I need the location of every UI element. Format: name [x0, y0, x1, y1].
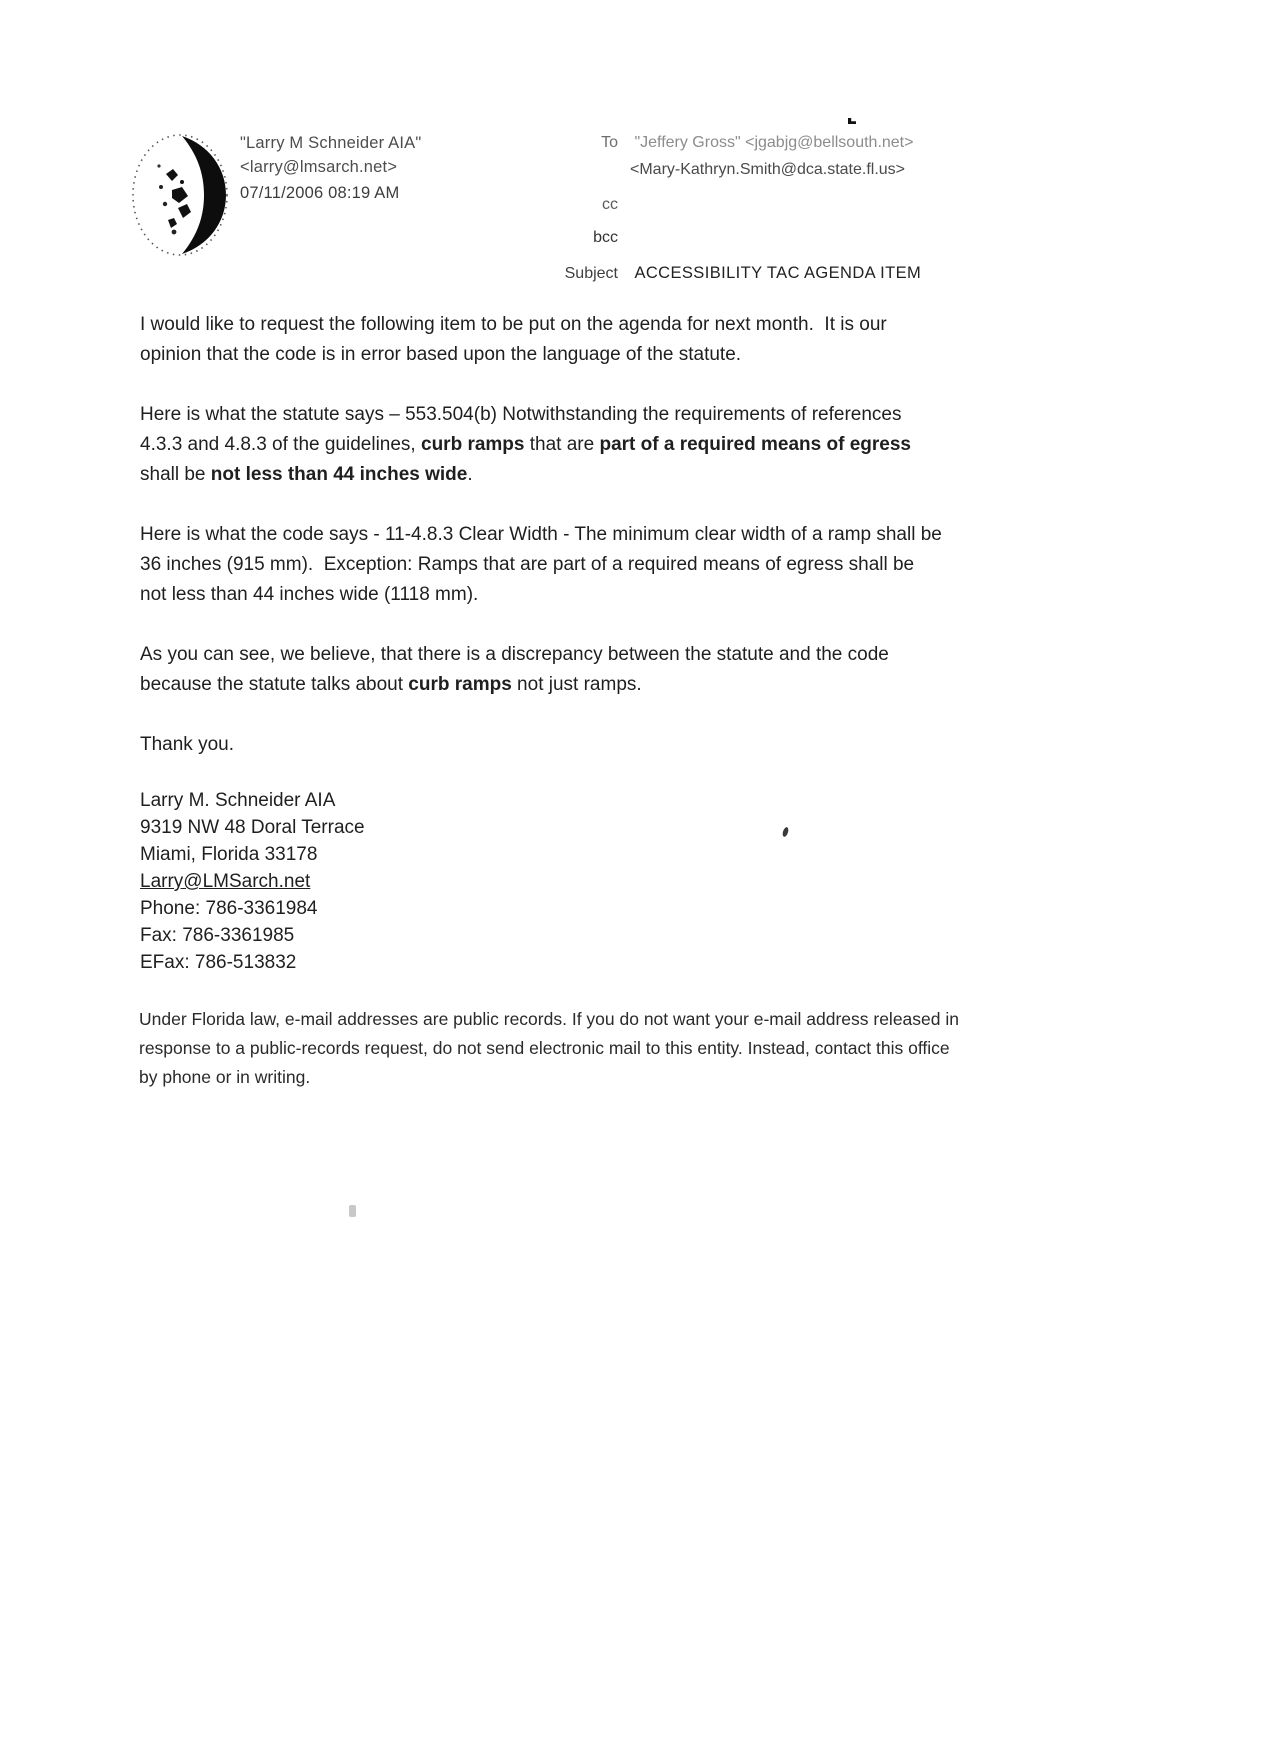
- to-recipient-2: <Mary-Kathryn.Smith@dca.state.fl.us>: [630, 161, 906, 178]
- subject-label: Subject: [564, 265, 618, 282]
- paragraph: [140, 520, 980, 610]
- sender-block: [240, 131, 421, 205]
- text-line: Miami, Florida 33178: [140, 844, 318, 865]
- bcc-label: bcc: [593, 229, 618, 246]
- text-line: because the statute talks about curb ramps not just ramps.: [140, 674, 642, 695]
- bcc-field: [480, 229, 618, 247]
- text-line: Larry M. Schneider AIA: [140, 790, 336, 811]
- paragraph: [139, 1005, 1039, 1092]
- subject-field: [480, 264, 921, 283]
- subject-value: ACCESSIBILITY TAC AGENDA ITEM: [634, 264, 922, 282]
- sender-email: <larry@lmsarch.net>: [240, 158, 398, 176]
- to-label: To: [601, 134, 618, 151]
- text-line: 9319 NW 48 Doral Terrace: [140, 817, 365, 838]
- to-field-line2: [618, 161, 905, 179]
- text-line: Here is what the statute says – 553.504(b) Notwithstanding the requirements of references: [140, 404, 902, 425]
- sent-datetime: 07/11/2006 08:19 AM: [240, 184, 400, 202]
- scan-artifact: [349, 1205, 356, 1217]
- text-line: shall be not less than 44 inches wide.: [140, 464, 473, 485]
- to-recipient-1: "Jeffery Gross" <jgabjg@bellsouth.net>: [634, 134, 914, 151]
- to-field: [480, 134, 913, 152]
- cc-field: [480, 196, 618, 214]
- text-line: Phone: 786-3361984: [140, 898, 318, 919]
- text-line: response to a public-records request, do not send electronic mail to this entity. Instead, contact this office: [139, 1038, 950, 1058]
- text-line: Here is what the code says - 11-4.8.3 Clear Width - The minimum clear width of a ramp shall be: [140, 524, 942, 545]
- text-line: Under Florida law, e-mail addresses are public records. If you do not want your e-mail address released in: [139, 1009, 959, 1029]
- text-line: Larry@LMSarch.net: [140, 871, 311, 892]
- scan-artifact: [782, 826, 790, 837]
- text-line: 36 inches (915 mm). Exception: Ramps that are part of a required means of egress shall be: [140, 554, 915, 575]
- legal-disclaimer: [139, 1005, 1039, 1122]
- text-line: 4.3.3 and 4.8.3 of the guidelines, curb ramps that are part of a required means of egress: [140, 434, 911, 455]
- text-line: not less than 44 inches wide (1118 mm).: [140, 584, 479, 605]
- text-line: opinion that the code is in error based upon the language of the statute.: [140, 344, 742, 365]
- text-line: Thank you.: [140, 734, 234, 755]
- globe-icon: [130, 132, 230, 258]
- text-line: I would like to request the following item to be put on the agenda for next month. It is our: [140, 314, 887, 335]
- text-line: As you can see, we believe, that there is a discrepancy between the statute and the code: [140, 644, 889, 665]
- paragraph: [140, 730, 980, 760]
- sender-name: "Larry M Schneider AIA": [240, 134, 422, 152]
- signature-block: [140, 787, 365, 1006]
- paragraph: [140, 787, 365, 976]
- email-body: [140, 310, 980, 790]
- text-line: EFax: 786-513832: [140, 952, 297, 973]
- paragraph: [140, 310, 980, 370]
- text-line: by phone or in writing.: [139, 1067, 311, 1087]
- cc-label: cc: [602, 196, 618, 213]
- paragraph: [140, 640, 980, 700]
- text-line: Fax: 786-3361985: [140, 925, 295, 946]
- scan-artifact: [848, 118, 856, 124]
- paragraph: [140, 400, 980, 490]
